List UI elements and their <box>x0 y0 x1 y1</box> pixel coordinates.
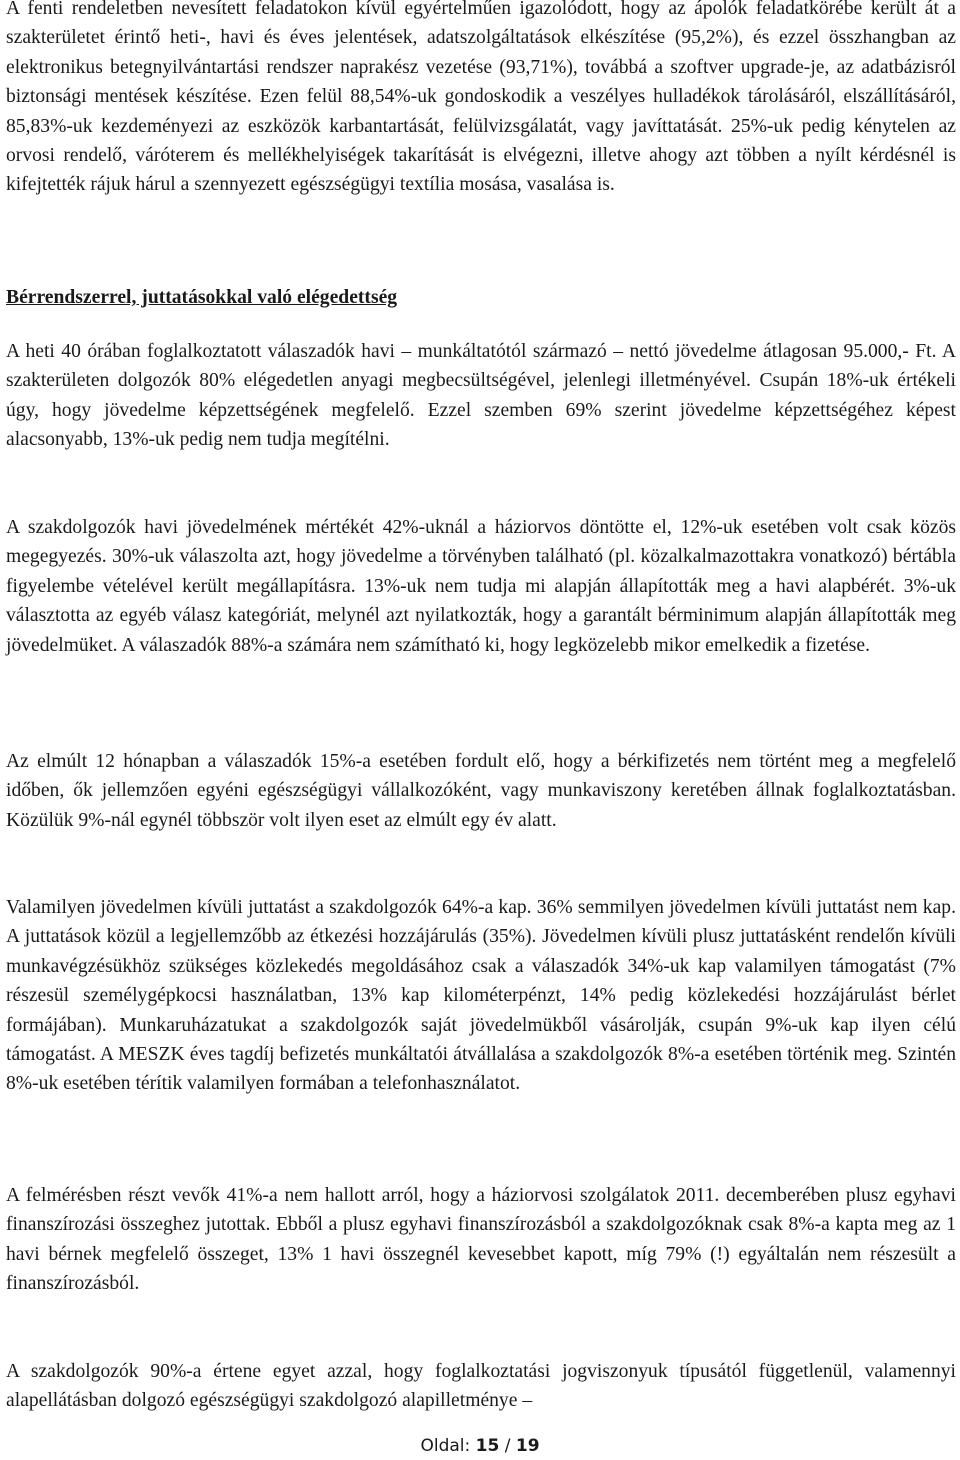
page-label: Oldal: <box>420 1436 471 1456</box>
paragraph-3: A szakdolgozók havi jövedelmének mértékét 42%-uknál a háziorvos döntötte el, 12%-uk esetében volt csak közös megegyezés. 30%-uk válaszolta azt, hogy jövedelme a törvényben található (pl. közalkalmazottakra vonatkozó) bértábla figyelembe vételével került megállapításra. 13%-uk nem tudja mi alapján állapították meg a havi alapbérét. 3%-uk választotta az egyéb válasz kategóriát, melynél azt nyilatkozták, hogy a garantált bérminimum alapján állapították meg jövedelmüket. A válaszadók 88%-a számára nem számítható ki, hogy legközelebb mikor emelkedik a fizetése. <box>6 517 956 656</box>
paragraph-4: Az elmúlt 12 hónapban a válaszadók 15%-a esetében fordult elő, hogy a bérkifizetés nem történt meg a megfelelő időben, ők jellemzően egyéni egészségügyi vállalkozóként, vagy munkaviszony keretében állnak foglalkoztatásban. Közülük 9%-nál egynél többször volt ilyen eset az elmúlt egy év alatt. <box>6 751 956 831</box>
page-separator: / <box>504 1436 511 1456</box>
paragraph-5: Valamilyen jövedelmen kívüli juttatást a szakdolgozók 64%-a kap. 36% semmilyen jövedelmen kívüli juttatást nem kap. A juttatások közül a legjellemzőbb az étkezési hozzájárulás (35%). Jövedelmen kívüli plusz juttatásként rendelőn kívüli munkavégzésükhöz szükséges közlekedés megoldásához csak a válaszadók 34%-uk kap valamilyen támogatást (7% részesül személygépkocsi használatban, 13% kap kilométerpénzt, 14% pedig közlekedési hozzájárulást bérlet formájában). Munkaruházatukat a szakdolgozók saját jövedelmükből vásárolják, csupán 9%-uk kap ilyen célú támogatást. A MESZK éves tagdíj befizetés munkáltatói átvállalása a szakdolgozók 8%-a esetében történik meg. Szintén 8%-uk esetében térítik valamilyen formában a telefonhasználatot. <box>6 897 956 1095</box>
paragraph-6: A felmérésben részt vevők 41%-a nem hallott arról, hogy a háziorvosi szolgálatok 2011. decemberében plusz egyhavi finanszírozási összeghez jutottak. Ebből a plusz egyhavi finanszírozásból a szakdolgozóknak csak 8%-a kapta meg az 1 havi bérnek megfelelő összeget, 13% 1 havi összegnél kevesebbet kapott, míg 79% (!) egyáltalán nem részesült a finanszírozásból. <box>6 1185 956 1295</box>
paragraph-2: A heti 40 órában foglalkoztatott válaszadók havi – munkáltatótól származó – nettó jövedelme átlagosan 95.000,- Ft. A szakterületen dolgozók 80% elégedetlen anyagi megbecsültségével, jelenlegi illetményével. Csupán 18%-uk értékeli úgy, hogy jövedelme képzettségének megfelelő. Ezzel szemben 69% szerint jövedelme képzettségéhez képest alacsonyabb, 13%-uk pedig nem tudja megítélni. <box>6 341 956 451</box>
paragraph-7: A szakdolgozók 90%-a értene egyet azzal, hogy foglalkoztatási jogviszonyuk típusától függetlenül, valamennyi alapellátásban dolgozó egészségügyi szakdolgozó alapilletménye – <box>6 1361 956 1412</box>
paragraph-1: A fenti rendeletben nevesített feladatokon kívül egyértelműen igazolódott, hogy az ápolók feladatkörébe került át a szakterületet érintő heti-, havi és éves jelentések, adatszolgáltatások elkészítése (95,2%), és ezzel összhangban az elektronikus betegnyilvántartási rendszer naprakész vezetése (93,71%), továbbá a szoftver upgrade-je, az adatbázisról biztonsági mentések készítése. Ezen felül 88,54%-uk gondoskodik a veszélyes hulladékok tárolásáról, elszállításáról, 85,83%-uk kezdeményezi az eszközök karbantartását, felülvizsgálatát, vagy javíttatását. 25%-uk pedig kénytelen az orvosi rendelő, váróterem és mellékhelyiségek takarítását is elvégezni, illetve ahogy azt többen a nyílt kérdésnél is kifejtették rájuk hárul a szennyezett egészségügyi textília mosása, vasalása is. <box>6 0 956 196</box>
page-footer <box>0 1434 960 1458</box>
total-page-number: 19 <box>515 1436 540 1456</box>
section-heading: Bérrendszerrel, juttatásokkal való elégedettség <box>6 287 398 308</box>
current-page-number: 15 <box>475 1436 500 1456</box>
